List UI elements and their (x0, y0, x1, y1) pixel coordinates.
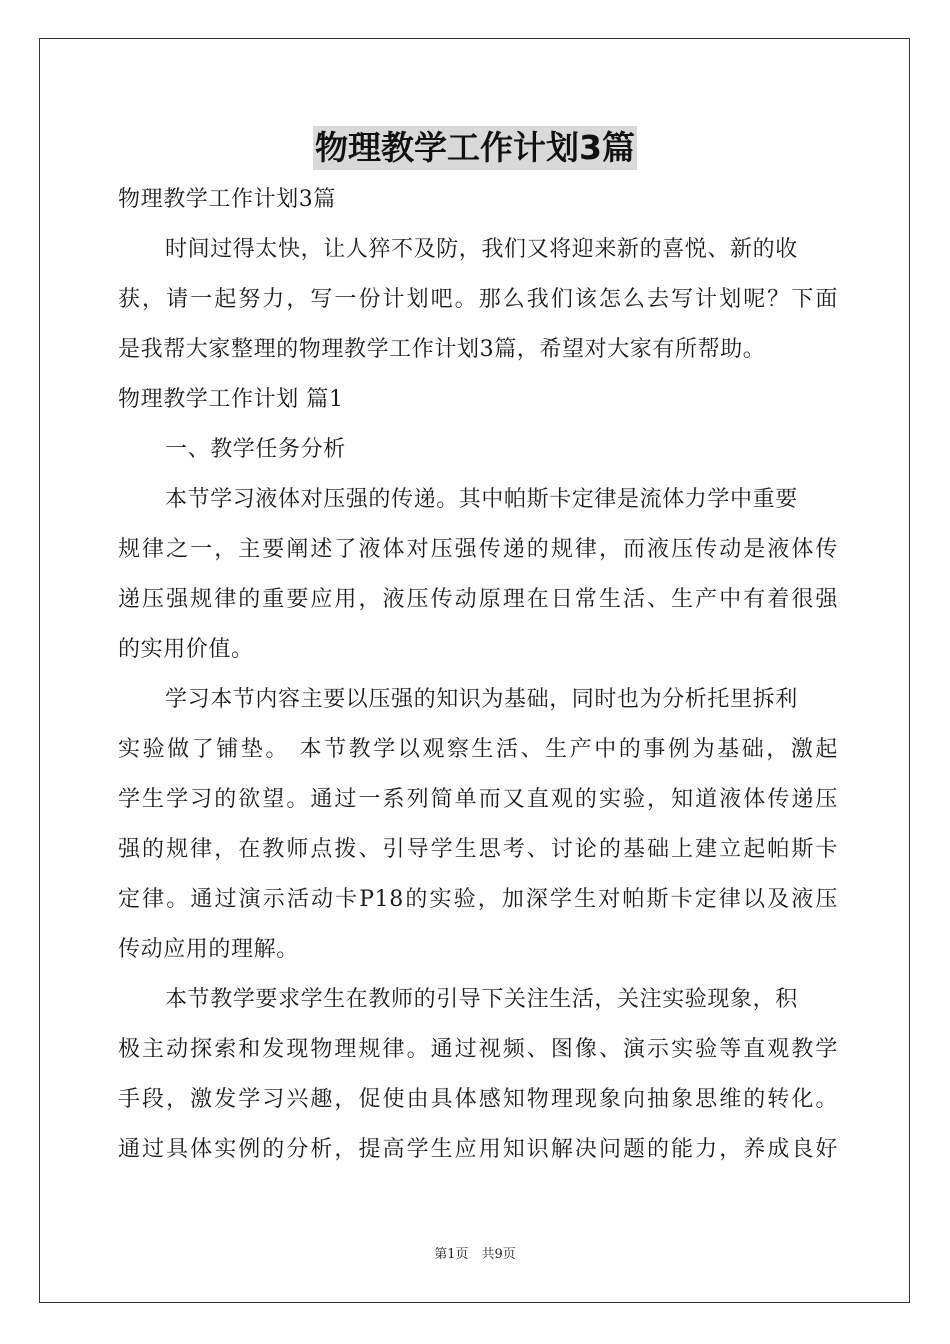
paragraph-line: 本节学习液体对压强的传递。其中帕斯卡定律是流体力学中重要 (165, 487, 798, 512)
paragraph-line: 的实用价值。 (118, 637, 254, 662)
paragraph-line: 极主动探索和发现物理规律。通过视频、图像、演示实验等直观教学 (118, 1037, 838, 1062)
paragraph-line: 手段，激发学习兴趣，促使由具体感知物理现象向抽象思维的转化。 (118, 1087, 838, 1112)
paragraph-line: 学生学习的欲望。通过一系列简单而又直观的实验，知道液体传递压 (118, 787, 838, 812)
paragraph-line: 时间过得太快，让人猝不及防，我们又将迎来新的喜悦、新的收 (165, 237, 798, 262)
paragraph-line: 本节教学要求学生在教师的引导下关注生活，关注实验现象，积 (165, 987, 798, 1012)
title-container (0, 126, 950, 170)
subsection-heading: 一、教学任务分析 (165, 437, 346, 462)
section-heading: 物理教学工作计划 篇1 (118, 387, 344, 412)
paragraph-line: 学习本节内容主要以压强的知识为基础，同时也为分析托里拆利 (165, 687, 798, 712)
page-number-footer: 第1页 共9页 (434, 1247, 516, 1262)
paragraph-line: 传动应用的理解。 (118, 937, 299, 962)
paragraph-line: 是我帮大家整理的物理教学工作计划3篇，希望对大家有所帮助。 (118, 337, 766, 362)
subtitle-line: 物理教学工作计划3篇 (118, 187, 336, 212)
paragraph-line: 强的规律，在教师点拨、引导学生思考、讨论的基础上建立起帕斯卡 (118, 837, 838, 862)
paragraph-line: 递压强规律的重要应用，液压传动原理在日常生活、生产中有着很强 (118, 587, 838, 612)
paragraph-line: 规律之一，主要阐述了液体对压强传递的规律，而液压传动是液体传 (118, 537, 838, 562)
paragraph-line: 定律。通过演示活动卡P18的实验，加深学生对帕斯卡定律以及液压 (118, 887, 838, 912)
paragraph-line: 通过具体实例的分析，提高学生应用知识解决问题的能力，养成良好 (118, 1137, 838, 1162)
paragraph-line: 实验做了铺垫。 本节教学以观察生活、生产中的事例为基础，激起 (118, 737, 838, 762)
paragraph-line: 获，请一起努力，写一份计划吧。那么我们该怎么去写计划呢？下面 (118, 287, 838, 312)
document-title: 物理教学工作计划3篇 (313, 126, 637, 170)
